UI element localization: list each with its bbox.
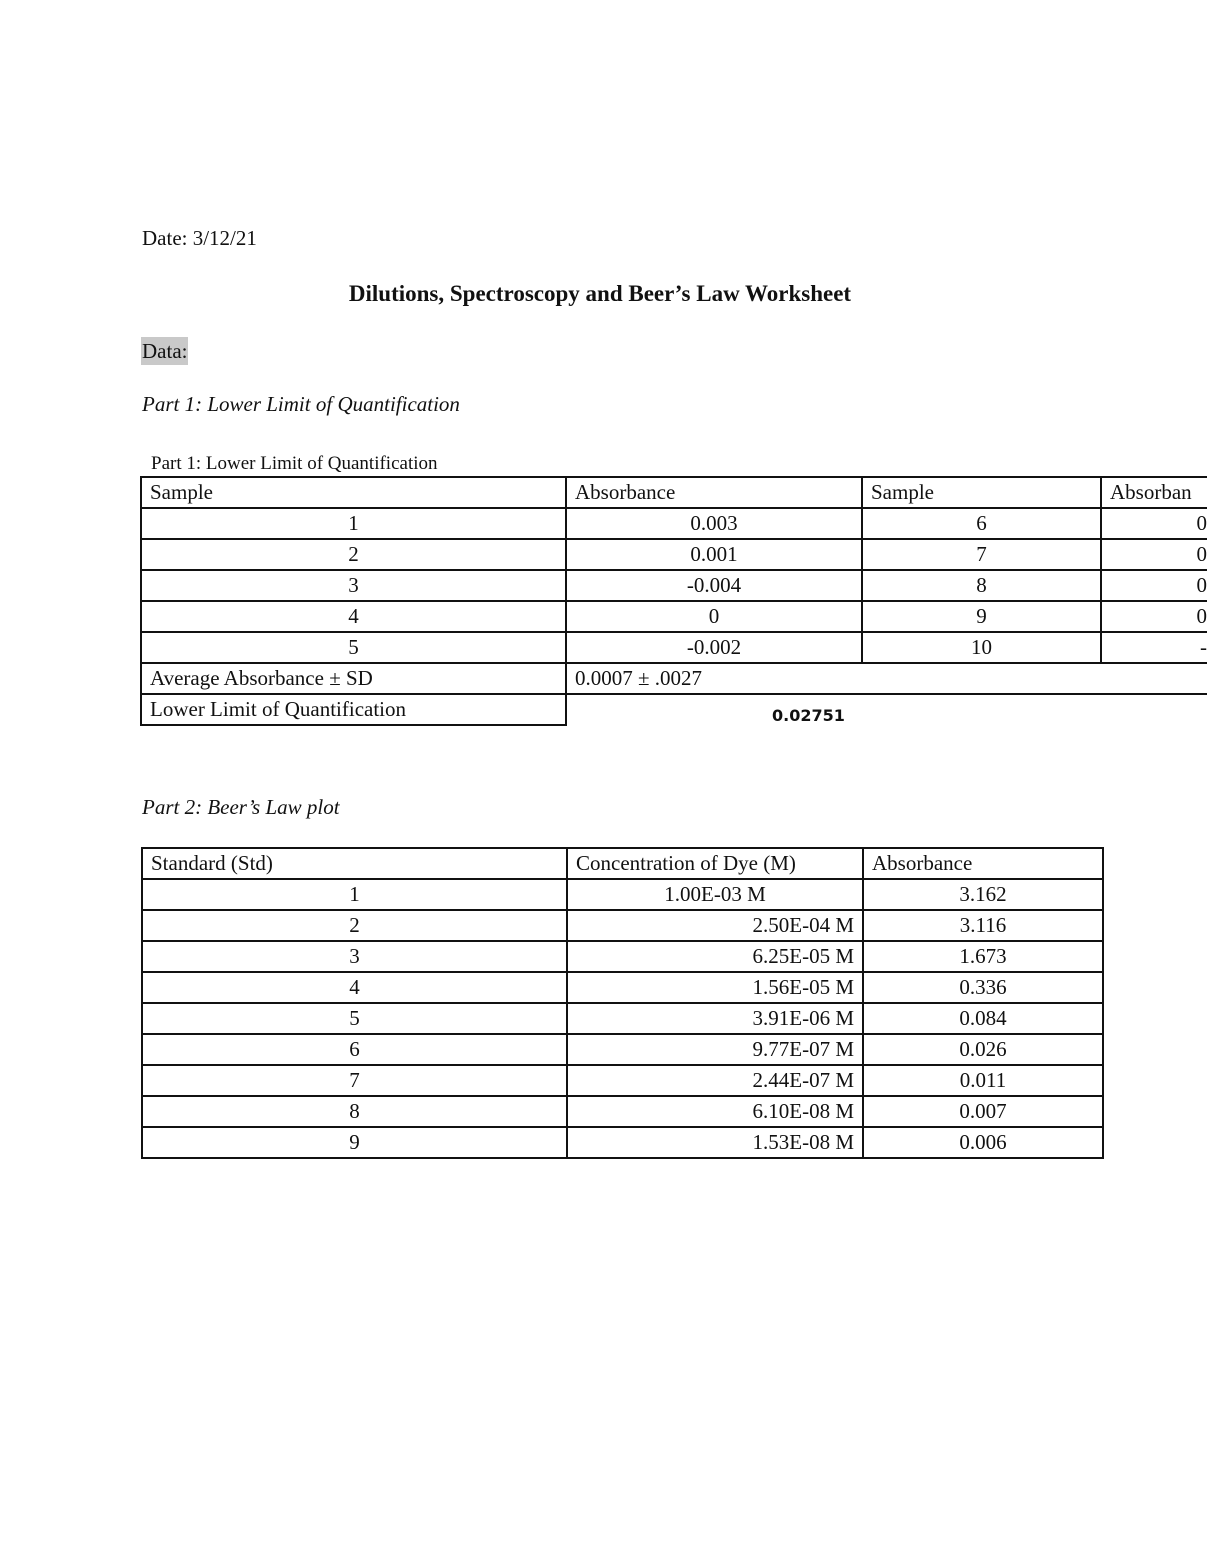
part1-header-sample-a: Sample [141, 477, 566, 508]
standard-cell: 9 [142, 1127, 567, 1158]
concentration-cell: 6.25E-05 M [567, 941, 863, 972]
table-row [142, 972, 1103, 1003]
table-row [142, 1034, 1103, 1065]
table-row [142, 1127, 1103, 1158]
absorbance-cell: 1.673 [863, 941, 1103, 972]
absorbance-cell: 0.003 [566, 508, 862, 539]
sample-cell: 2 [141, 539, 566, 570]
data-section-label: Data: [142, 339, 188, 363]
table-row [141, 508, 1207, 539]
absorbance-cell: - [1101, 632, 1207, 663]
lloq-row [141, 694, 1207, 725]
lloq-label: Lower Limit of Quantification [141, 694, 566, 725]
average-row [141, 663, 1207, 694]
concentration-cell: 2.44E-07 M [567, 1065, 863, 1096]
part2-header-concentration: Concentration of Dye (M) [567, 848, 863, 879]
table-row [142, 1096, 1103, 1127]
sample-cell: 6 [862, 508, 1101, 539]
document-date: Date: 3/12/21 [142, 226, 257, 250]
table-row [142, 1003, 1103, 1034]
part2-table [141, 847, 1104, 1159]
sample-cell: 10 [862, 632, 1101, 663]
concentration-cell: 3.91E-06 M [567, 1003, 863, 1034]
average-label: Average Absorbance ± SD [141, 663, 566, 694]
sample-cell: 1 [141, 508, 566, 539]
absorbance-cell: 3.162 [863, 879, 1103, 910]
part2-header-row [142, 848, 1103, 879]
standard-cell: 7 [142, 1065, 567, 1096]
absorbance-cell: 0.001 [566, 539, 862, 570]
absorbance-cell: -0.004 [566, 570, 862, 601]
standard-cell: 2 [142, 910, 567, 941]
part1-header-row [141, 477, 1207, 508]
sample-cell: 7 [862, 539, 1101, 570]
concentration-cell: 1.00E-03 M [567, 879, 863, 910]
standard-cell: 1 [142, 879, 567, 910]
part1-header-absorbance-a: Absorbance [566, 477, 862, 508]
absorbance-cell: 0.336 [863, 972, 1103, 1003]
concentration-cell: 6.10E-08 M [567, 1096, 863, 1127]
table-row [142, 1065, 1103, 1096]
lloq-value: 0.02751 [566, 694, 1207, 725]
table-row [142, 879, 1103, 910]
absorbance-cell: 0 [1101, 508, 1207, 539]
part2-header-standard: Standard (Std) [142, 848, 567, 879]
part1-table [140, 476, 1207, 726]
sample-cell: 5 [141, 632, 566, 663]
sample-cell: 8 [862, 570, 1101, 601]
absorbance-cell: 3.116 [863, 910, 1103, 941]
absorbance-cell: -0.002 [566, 632, 862, 663]
sample-cell: 9 [862, 601, 1101, 632]
standard-cell: 4 [142, 972, 567, 1003]
table-row [142, 910, 1103, 941]
table-row [141, 632, 1207, 663]
average-value: 0.0007 ± .0027 [566, 663, 1207, 694]
standard-cell: 6 [142, 1034, 567, 1065]
table-row [141, 601, 1207, 632]
concentration-cell: 1.53E-08 M [567, 1127, 863, 1158]
standard-cell: 5 [142, 1003, 567, 1034]
table-row [141, 539, 1207, 570]
part1-table-caption: Part 1: Lower Limit of Quantification [151, 453, 438, 474]
part1-header-sample-b: Sample [862, 477, 1101, 508]
absorbance-cell: 0.011 [863, 1065, 1103, 1096]
standard-cell: 3 [142, 941, 567, 972]
part1-heading: Part 1: Lower Limit of Quantification [142, 392, 460, 416]
absorbance-cell: 0.026 [863, 1034, 1103, 1065]
concentration-cell: 2.50E-04 M [567, 910, 863, 941]
table-row [141, 570, 1207, 601]
standard-cell: 8 [142, 1096, 567, 1127]
document-title: Dilutions, Spectroscopy and Beer’s Law Worksheet [348, 281, 852, 306]
absorbance-cell: 0 [1101, 601, 1207, 632]
absorbance-cell: 0.007 [863, 1096, 1103, 1127]
absorbance-cell: 0 [1101, 570, 1207, 601]
part2-heading: Part 2: Beer’s Law plot [142, 795, 340, 819]
table-row [142, 941, 1103, 972]
absorbance-cell: 0.084 [863, 1003, 1103, 1034]
concentration-cell: 9.77E-07 M [567, 1034, 863, 1065]
absorbance-cell: 0.006 [863, 1127, 1103, 1158]
part1-header-absorbance-b: Absorban [1101, 477, 1207, 508]
concentration-cell: 1.56E-05 M [567, 972, 863, 1003]
absorbance-cell: 0 [1101, 539, 1207, 570]
sample-cell: 4 [141, 601, 566, 632]
absorbance-cell: 0 [566, 601, 862, 632]
sample-cell: 3 [141, 570, 566, 601]
part2-header-absorbance: Absorbance [863, 848, 1103, 879]
